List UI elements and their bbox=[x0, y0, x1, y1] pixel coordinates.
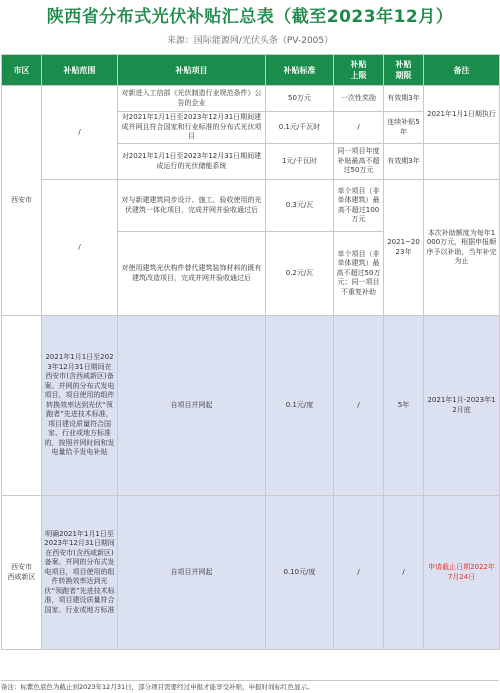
notes-cell bbox=[424, 144, 500, 180]
col-header-term: 补贴 期限 bbox=[384, 55, 424, 86]
project-cell: 对2021年1月1日至2023年12月31日期间建成并网且符合国家和行业标准的分布式光伏项目 bbox=[118, 112, 266, 144]
cap-cell: / bbox=[334, 112, 384, 144]
cap-cell: / bbox=[334, 496, 384, 650]
term-cell: 连续补贴5年 bbox=[384, 112, 424, 144]
city-cell bbox=[2, 316, 42, 496]
scope-cell: 2021年1月1日至2023年12月31日期间在西安市(含西咸新区)备案、并网的分布式发电项目，项目使用的组件转换效率达到光伏“领跑者”先进技术标准，项目建设质量符合国家、行业或地方标准的，按照并网时间和发电量给予发电补贴 bbox=[42, 316, 118, 496]
standard-cell: 0.1元/度 bbox=[266, 316, 334, 496]
project-cell: 对使用建筑光伏构件替代建筑装饰材料的既有建筑改造项目，完成并网并验收通过后 bbox=[118, 232, 266, 316]
term-cell: 有效期3年 bbox=[384, 86, 424, 112]
notes-cell: 本次补助额度为每年1000万元，根据申报顺序予以补助，当年补完为止 bbox=[424, 180, 500, 316]
col-header-scope: 补贴范围 bbox=[42, 55, 118, 86]
cap-cell: 同一项目年度补贴最高不超过50万元 bbox=[334, 144, 384, 180]
project-cell: 对2021年1月1日至2023年12月31日期间建成运行的光伏储能系统 bbox=[118, 144, 266, 180]
col-header-notes: 备注 bbox=[424, 55, 500, 86]
term-cell: 有效期3年 bbox=[384, 144, 424, 180]
table-row bbox=[2, 496, 500, 650]
city-cell: 西安市 bbox=[2, 86, 42, 316]
subsidy-table bbox=[1, 54, 500, 650]
notes-cell: 2021年1月1日期执行 bbox=[424, 86, 500, 144]
col-header-cap: 补贴 上限 bbox=[334, 55, 384, 86]
project-cell: 自项目并网起 bbox=[118, 496, 266, 650]
table-row bbox=[2, 316, 500, 496]
col-header-project: 补贴项目 bbox=[118, 55, 266, 86]
notes-cell: 2021年1月-2023年12月底 bbox=[424, 316, 500, 496]
project-cell: 对新进入工信部《光伏制造行业规范条件》公告的企业 bbox=[118, 86, 266, 112]
standard-cell: 0.2元/瓦 bbox=[266, 232, 334, 316]
cap-cell: 单个项目（非单体建筑）最高不超过50万元；同一项目不重复补助 bbox=[334, 232, 384, 316]
standard-cell: 50万元 bbox=[266, 86, 334, 112]
page-title: 陕西省分布式光伏补贴汇总表（截至2023年12月） bbox=[46, 7, 454, 27]
col-header-city: 市区 bbox=[2, 55, 42, 86]
standard-cell: 0.10元/度 bbox=[266, 496, 334, 650]
table-row bbox=[2, 180, 500, 232]
deadline-notes-cell: 申请截止日期2022年7月24日 bbox=[424, 496, 500, 650]
col-header-standard: 补贴标准 bbox=[266, 55, 334, 86]
cap-cell: / bbox=[334, 316, 384, 496]
standard-cell: 1元/千瓦时 bbox=[266, 144, 334, 180]
source-line: 来源：国际能源网/光伏头条（PV-2005） bbox=[166, 36, 334, 46]
term-cell: 2021~2023年 bbox=[384, 180, 424, 316]
cap-cell: 单个项目（非单体建筑）最高不超过100万元 bbox=[334, 180, 384, 232]
table-header-row bbox=[2, 55, 500, 86]
project-cell: 自项目并网起 bbox=[118, 316, 266, 496]
standard-cell: 0.1元/千瓦时 bbox=[266, 112, 334, 144]
scope-cell: / bbox=[42, 86, 118, 180]
cap-cell: 一次性奖励 bbox=[334, 86, 384, 112]
scope-cell: 明确2021年1月1日至2023年12月31日期间在西安市(含西咸新区)备案、并网的分布式发电项目，项目使用的组件转换效率达到光伏“领跑者”先进技术标准，项目建设质量符合国家、行业或地方标准 bbox=[42, 496, 118, 650]
city-cell: 西安市 西咸新区 bbox=[2, 496, 42, 650]
term-cell: / bbox=[384, 496, 424, 650]
standard-cell: 0.3元/瓦 bbox=[266, 180, 334, 232]
footer-note: 备注：标紫色底色为截止到2023年12月31日，部分项目需要经过申报才能享受补贴，申报时间标红色显示。 bbox=[1, 680, 499, 693]
term-cell: 5年 bbox=[384, 316, 424, 496]
scope-cell: / bbox=[42, 180, 118, 316]
project-cell: 对与新建建筑同步设计、施工、验收使用的光伏建筑一体化项目，完成并网并验收通过后 bbox=[118, 180, 266, 232]
table-row bbox=[2, 86, 500, 112]
